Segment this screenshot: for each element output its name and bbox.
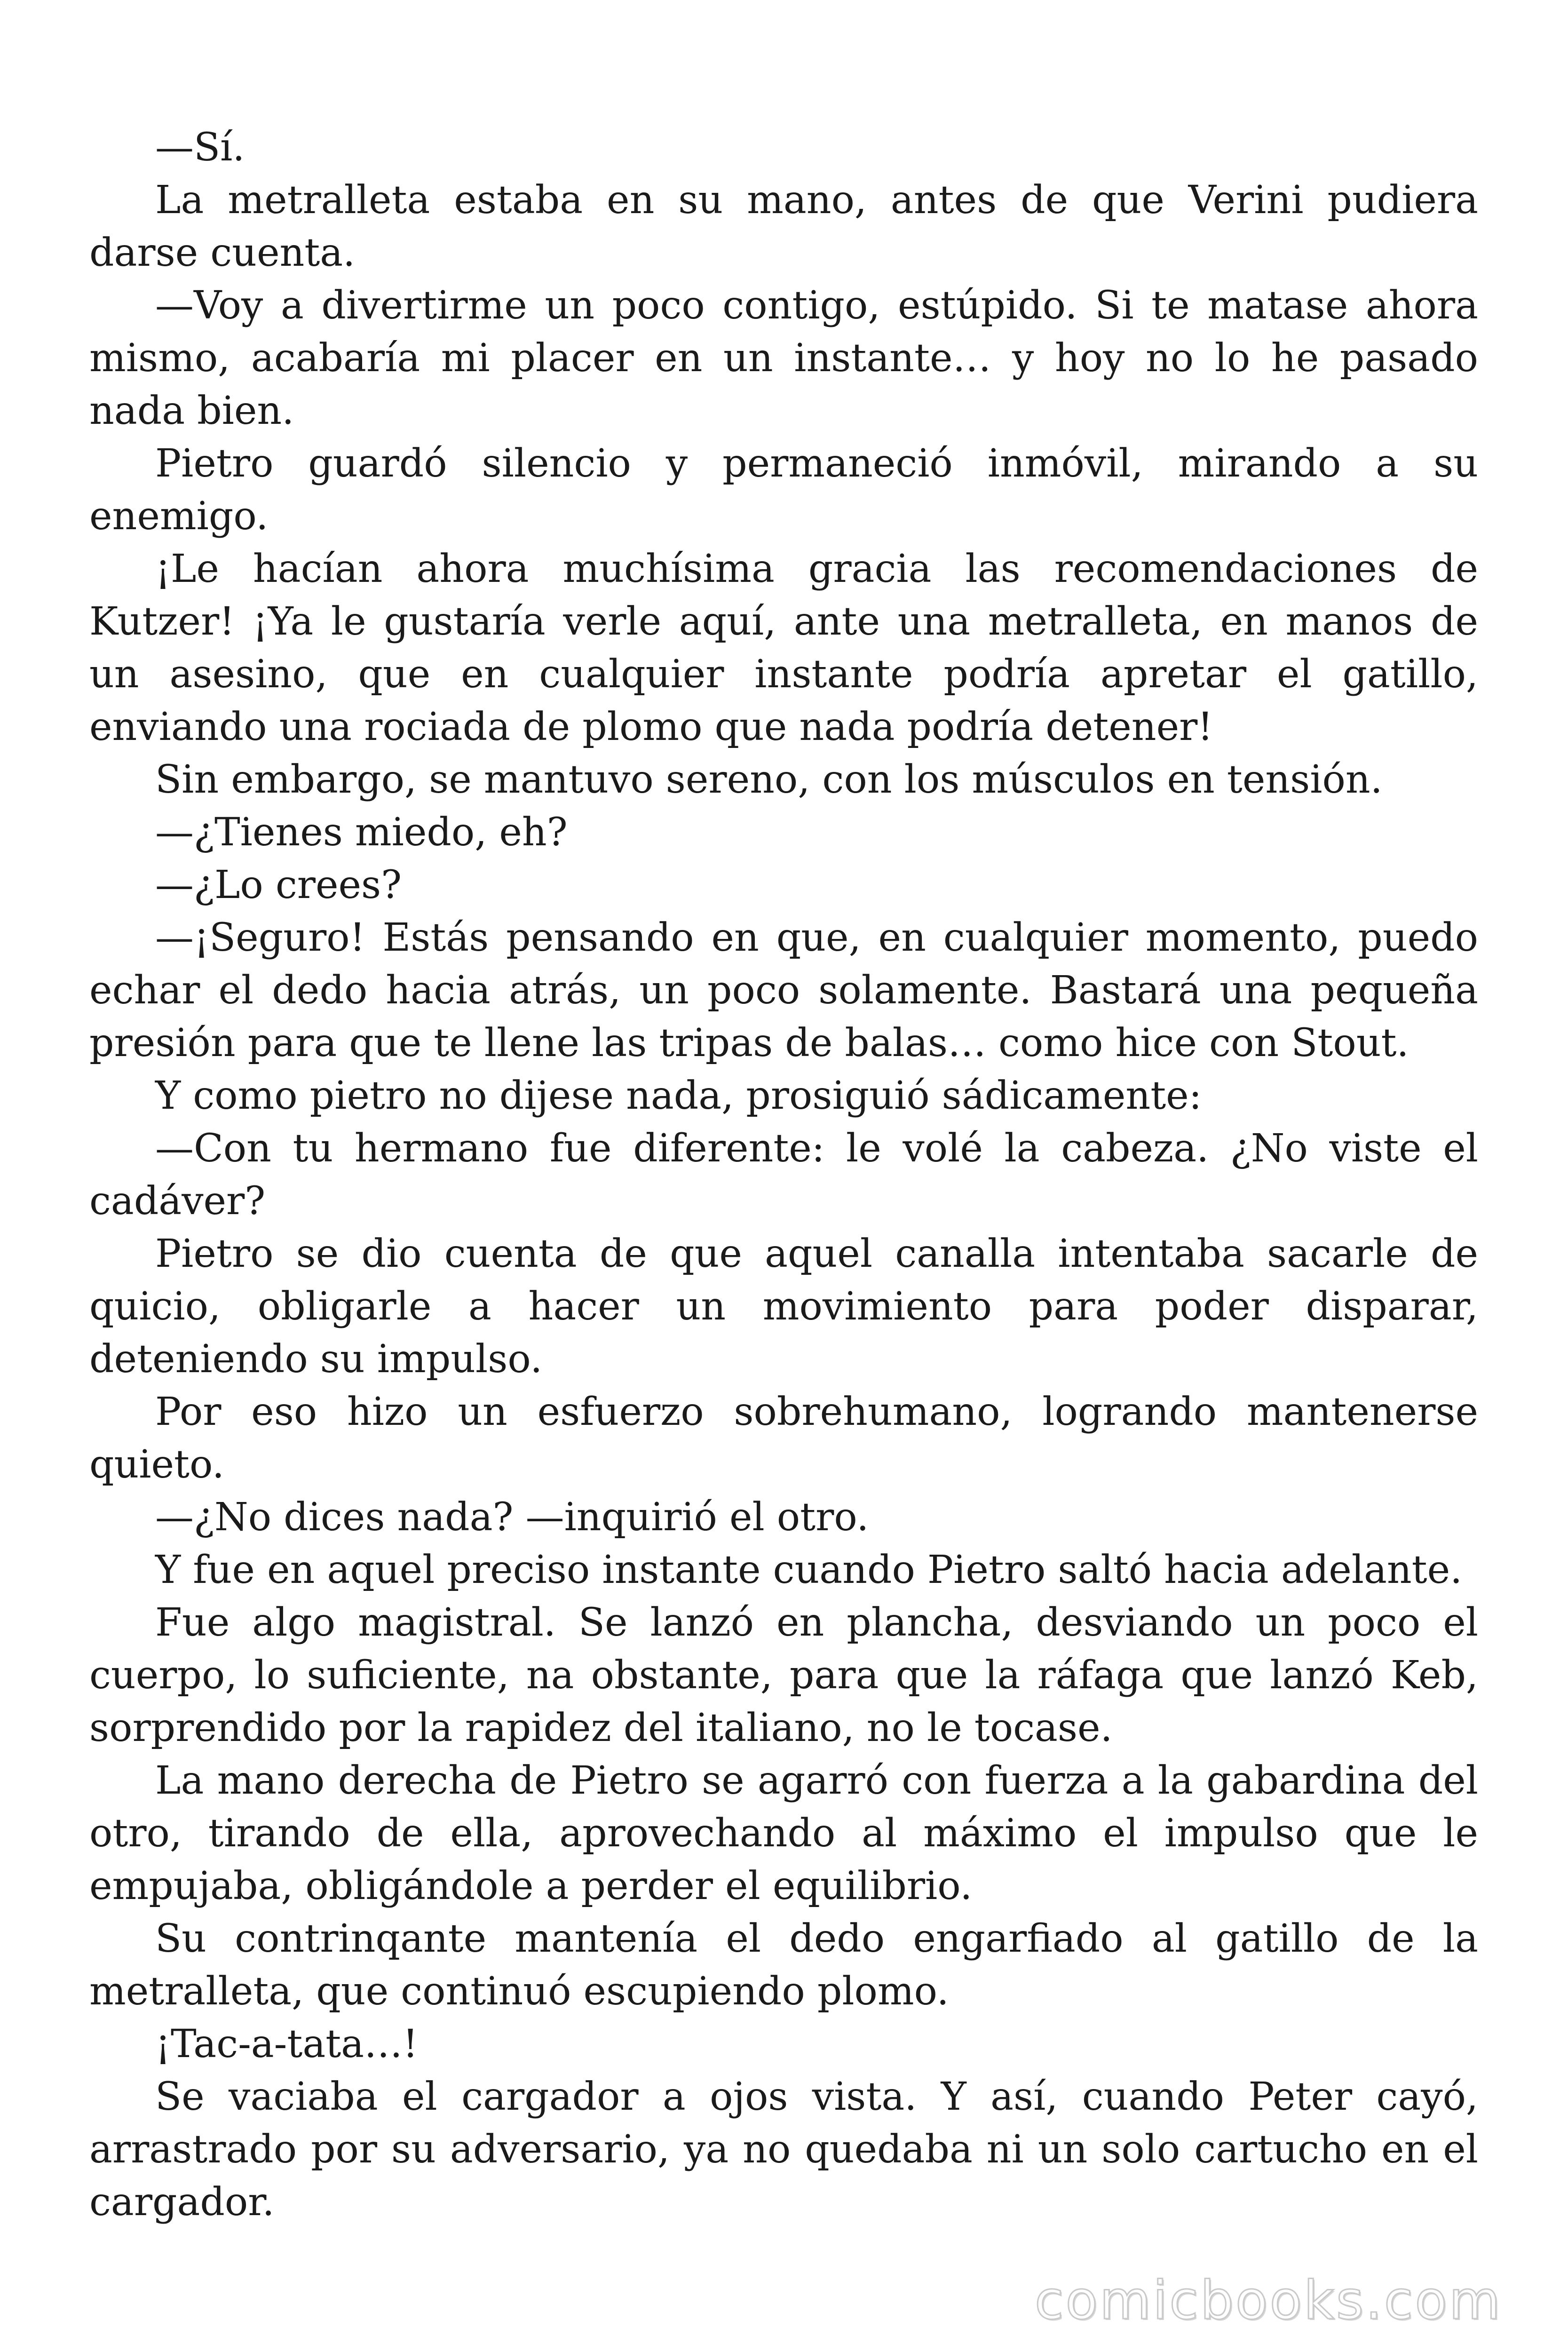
paragraph: —Voy a divertirme un poco contigo, estúpido. Si te matase ahora mismo, acabaría mi placer en un instante… y hoy no lo he pasado nada bien. [89, 283, 1478, 433]
paragraph: Se vaciaba el cargador a ojos vista. Y así, cuando Peter cayó, arrastrado por su adversario, ya no quedaba ni un solo cartucho en el cargador. [89, 2074, 1478, 2225]
paragraph: La metralleta estaba en su mano, antes de que Verini pudiera darse cuenta. [89, 178, 1478, 275]
paragraph: —Sí. [155, 125, 245, 170]
watermark-text: comicbooks.com [1034, 2270, 1502, 2331]
paragraph: Y fue en aquel preciso instante cuando Pietro saltó hacia adelante. [155, 1548, 1463, 1592]
paragraph: ¡Tac-a-tata…! [155, 2022, 419, 2066]
paragraph: Fue algo magistral. Se lanzó en plancha, desviando un poco el cuerpo, lo suficiente, na obstante, para que la ráfaga que lanzó Keb, sorprendido por la rapidez del italiano, no le tocase. [89, 1600, 1478, 1750]
paragraph: —¡Seguro! Estás pensando en que, en cualquier momento, puedo echar el dedo hacia atrás, un poco solamente. Bastará una pequeña presión para que te llene las tripas de balas… como hice con Stout. [89, 915, 1478, 1065]
paragraph: Sin embargo, se mantuvo sereno, con los músculos en tensión. [155, 757, 1383, 802]
page-text [89, 121, 1478, 2229]
paragraph: Pietro se dio cuenta de que aquel canalla intentaba sacarle de quicio, obligarle a hacer un movimiento para poder disparar, deteniendo su impulso. [89, 1232, 1478, 1382]
paragraph: —Con tu hermano fue diferente: le volé la cabeza. ¿No viste el cadáver? [89, 1126, 1478, 1224]
paragraph: Y como pietro no dijese nada, prosiguió sádicamente: [155, 1073, 1202, 1118]
paragraph: Por eso hizo un esfuerzo sobrehumano, logrando mantenerse quieto. [89, 1390, 1478, 1487]
paragraph: Pietro guardó silencio y permaneció inmóvil, mirando a su enemigo. [89, 441, 1478, 539]
paragraph: ¡Le hacían ahora muchísima gracia las recomendaciones de Kutzer! ¡Ya le gustaría verle aquí, ante una metralleta, en manos de un asesino, que en cualquier instante podría apretar el gatillo, enviando una rociada de plomo que nada podría detener! [89, 547, 1478, 749]
paragraph: —¿Tienes miedo, eh? [155, 810, 568, 855]
paragraph: —¿No dices nada? —inquirió el otro. [155, 1495, 869, 1540]
paragraph: La mano derecha de Pietro se agarró con fuerza a la gabardina del otro, tirando de ella, aprovechando al máximo el impulso que le empujaba, obligándole a perder el equilibrio. [89, 1758, 1478, 1908]
paragraph: —¿Lo crees? [155, 863, 402, 907]
paragraph: Su contrinqante mantenía el dedo engarfiado al gatillo de la metralleta, que continuó escupiendo plomo. [89, 1916, 1478, 2014]
